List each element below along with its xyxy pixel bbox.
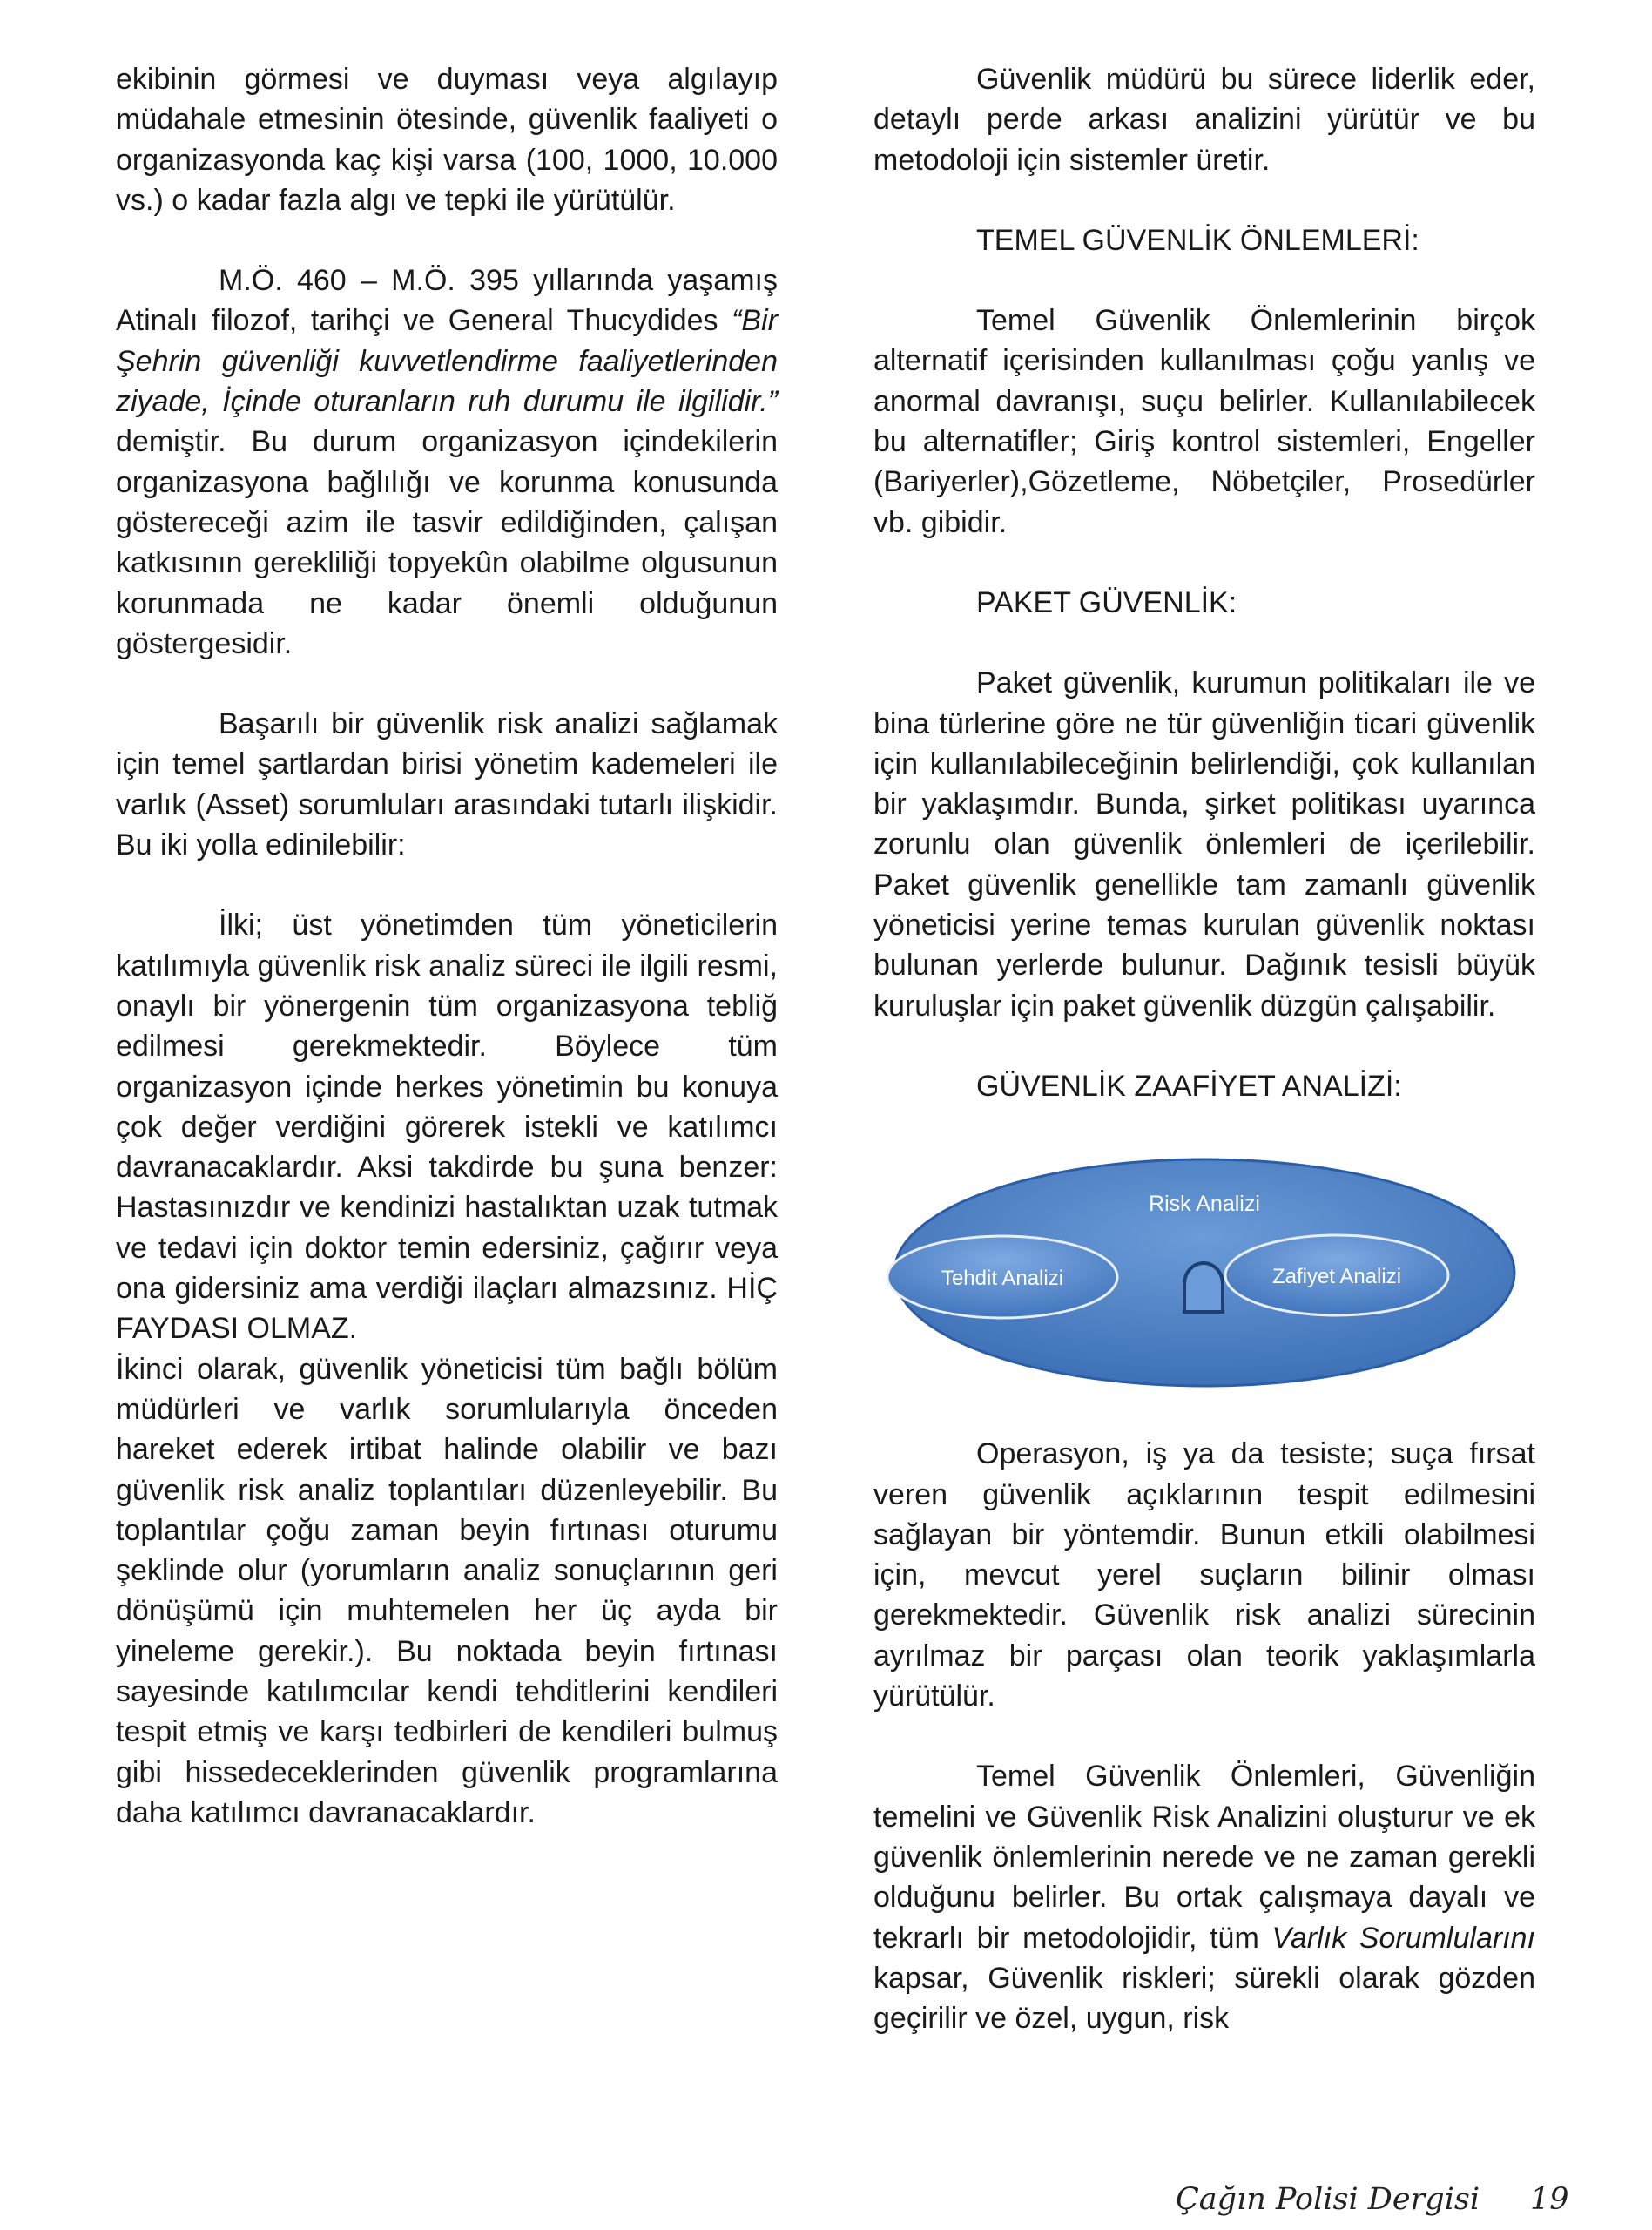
left-paragraph-5: İkinci olarak, güvenlik yöneticisi tüm bağlı bölüm müdürleri ve varlık sorumlularıyla önceden hareket ederek irtibat halinde olabilir ve bazı güvenlik risk analiz toplantıları düzenleyebilir. Bu toplantılar çoğu zaman beyin fırtınası oturumu şeklinde olur (yorumların analiz sonuçlarının geri dönüşümü için muhtemelen her üç ayda bir yineleme gerekir.). Bu noktada beyin fırtınası sayesinde katılımcılar kendi tehditlerini kendileri tespit etmiş ve karşı tedbirleri de kendileri bulmuş gibi hissedeceklerinden güvenlik programlarına daha katılımcı davranacaklardır. [116, 1352, 778, 1829]
heading-zaafiyet-analizi: GÜVENLİK ZAAFİYET ANALİZİ: [976, 1069, 1402, 1103]
left-column [116, 59, 778, 1873]
right-paragraph-1: Güvenlik müdürü bu sürece liderlik eder, detaylı perde arkası analizini yürütür ve bu metodoloji için sistemler üretir. [873, 63, 1535, 177]
left-paragraph-2-rest: demiştir. Bu durum organizasyon içindekilerin organizasyona bağlılığı ve korunma konusunda göstereceği azim ile tasvir edildiğinden, çalışan katkısının gerekliliği topyekûn olabilme olgusunun korunmada ne kadar önemli olduğunun göstergesidir. [116, 425, 778, 660]
left-paragraph-2-intro: M.Ö. 460 – M.Ö. 395 yıllarında yaşamış Atinalı filozof, tarihçi ve General Thucydides [116, 264, 778, 338]
right-paragraph-5 [873, 1756, 1535, 2038]
heading-paket-guvenlik: PAKET GÜVENLİK: [976, 585, 1237, 619]
right-paragraph-5-intro: Temel Güvenlik Önlemleri, Güvenliğin temelini ve Güvenlik Risk Analizini oluşturur ve ek güvenlik önlemlerinin nerede ve ne zaman gerekli olduğunu belirler. Bu ortak çalışmaya dayalı ve tekrarlı bir metodolojidir, tüm [873, 1760, 1535, 1955]
heading-temel-guvenlik: TEMEL GÜVENLİK ÖNLEMLERİ: [976, 223, 1419, 257]
left-paragraph-4: İlki; üst yönetimden tüm yöneticilerin katılımıyla güvenlik risk analiz süreci ile ilgili resmi, onaylı bir yönergenin tüm organizasyona tebliğ edilmesi gerekmektedir. Böylece tüm organizasyon içinde herkes yönetimin bu konuya çok değer verdiğini görerek istekli ve katılımcı davranacaklardır. Aksi takdirde bu şuna benzer: Hastasınızdır ve kendinizi hastalıktan uzak tutmak ve tedavi için doktor temin edersiniz, çağırır veya ona gidersiniz ama verdiği ilaçları almazsınız. HİÇ FAYDASI OLMAZ. [116, 909, 778, 1346]
thucydides-quote: “Bir Şehrin güvenliği kuvvetlendirme faaliyetlerinden ziyade, İçinde oturanların ruh durumu ile ilgilidir.” [116, 304, 778, 419]
varlik-sorumlulari-emphasis: Varlık Sorumlularını [1271, 1921, 1535, 1955]
right-paragraph-4: Operasyon, iş ya da tesiste; suça fırsat veren güvenlik açıklarının tespit edilmesini sağlayan bir yöntemdir. Bunun etkili olabilmesi için, mevcut yerel suçların bilinir olması gerekmektedir. Güvenlik risk analizi sürecinin ayrılmaz bir parçası olan teorik yaklaşımlarla yürütülür. [873, 1437, 1535, 1713]
right-paragraph-3: Paket güvenlik, kurumun politikaları ile ve bina türlerine göre ne tür güvenliğin ticari güvenlik için kullanılabileceğinin belirlendiği, çok kullanılan bir yaklaşımdır. Bunda, şirket politikası uyarınca zorunlu olan güvenlik önlemleri de içerilebilir. Paket güvenlik genellikle tam zamanlı güvenlik yöneticisi yerine temas kurulan güvenlik noktası bulunan yerlerde bulunur. Dağınık tesisli büyük kuruluşlar için paket güvenlik düzgün çalışabilir. [873, 666, 1535, 1023]
risk-analysis-diagram [873, 1146, 1535, 1399]
magazine-title: Çağın Polisi Dergisi [1176, 2182, 1480, 2217]
threat-analysis-label: Tehdit Analizi [941, 1267, 1064, 1291]
risk-analysis-label: Risk Analizi [1149, 1192, 1260, 1217]
left-paragraph-3: Başarılı bir güvenlik risk analizi sağlamak için temel şartlardan birisi yönetim kademeleri ile varlık (Asset) sorumluları arasındaki tutarlı ilişkidir. Bu iki yolla edinilebilir: [116, 707, 778, 862]
right-column [873, 59, 1535, 2078]
right-paragraph-2: Temel Güvenlik Önlemlerinin birçok alternatif içerisinden kullanılması çoğu yanlış ve anormal davranışı, suçu belirler. Kullanılabilecek bu alternatifler; Giriş kontrol sistemleri, Engeller (Bariyerler),Gözetleme, Nöbetçiler, Prosedürler vb. gibidir. [873, 304, 1535, 539]
page-number: 19 [1530, 2182, 1569, 2217]
arch-icon [1184, 1263, 1223, 1312]
left-paragraph-2 [116, 260, 778, 664]
vulnerability-analysis-label: Zafiyet Analizi [1271, 1265, 1402, 1289]
left-paragraph-1: ekibinin görmesi ve duyması veya algılayıp müdahale etmesinin ötesinde, güvenlik faaliyeti o organizasyonda kaç kişi varsa (100, 1000, 10.000 vs.) o kadar fazla algı ve tepki ile yürütülür. [116, 63, 778, 217]
right-paragraph-5-rest: kapsar, Güvenlik riskleri; sürekli olarak gözden geçirilir ve özel, uygun, risk [873, 1961, 1535, 2036]
